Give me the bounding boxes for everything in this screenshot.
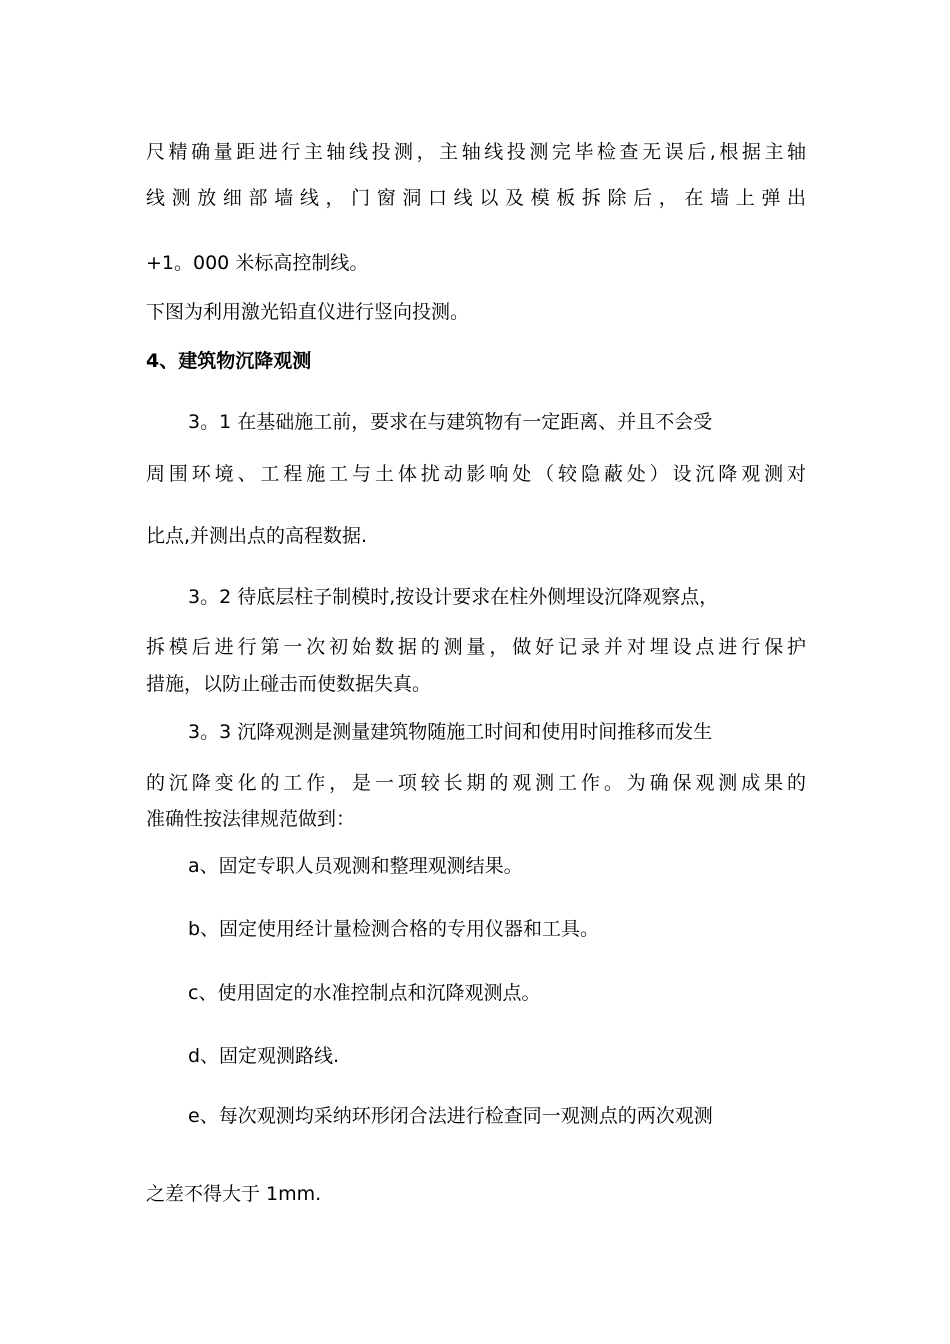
paragraph-line-1: 尺精确量距进行主轴线投测，主轴线投测完毕检查无误后,根据主轴 — [146, 141, 806, 163]
paragraph-3-1-line-3: 比点,并测出点的高程数据. — [146, 525, 368, 547]
list-item-a: a、固定专职人员观测和整理观测结果。 — [188, 855, 523, 877]
paragraph-3-1-line-2: 周围环境、工程施工与土体扰动影响处（较隐蔽处）设沉降观测对 — [146, 463, 806, 485]
list-item-b: b、固定使用经计量检测合格的专用仪器和工具。 — [188, 918, 600, 940]
paragraph-3-2-line-2: 拆模后进行第一次初始数据的测量，做好记录并对埋设点进行保护 — [146, 636, 806, 658]
section-heading: 4、建筑物沉降观测 — [146, 350, 312, 372]
paragraph-3-3-line-1: 3。3 沉降观测是测量建筑物随施工时间和使用时间推移而发生 — [188, 721, 713, 743]
paragraph-3-1-line-1: 3。1 在基础施工前，要求在与建筑物有一定距离、并且不会受 — [188, 411, 713, 433]
paragraph-3-2-line-1: 3。2 待底层柱子制模时,按设计要求在柱外侧埋设沉降观察点， — [188, 586, 719, 608]
list-item-e-line-1: e、每次观测均采纳环形闭合法进行检查同一观测点的两次观测 — [188, 1105, 713, 1127]
paragraph-3-2-line-3: 措施，以防止碰击而使数据失真。 — [146, 673, 432, 695]
paragraph-3-3-line-2: 的沉降变化的工作，是一项较长期的观测工作。为确保观测成果的 — [146, 772, 806, 794]
paragraph-3-3-line-3: 准确性按法律规范做到： — [146, 808, 356, 830]
paragraph-line-2: 线测放细部墙线，门窗洞口线以及模板拆除后，在墙上弹出 — [146, 187, 806, 209]
list-item-d: d、固定观测路线. — [188, 1045, 340, 1067]
list-item-e-line-2: 之差不得大于 1mm. — [146, 1183, 322, 1205]
paragraph-line-3: +1。000 米标高控制线。 — [146, 252, 369, 274]
paragraph-line-4: 下图为利用激光铅直仪进行竖向投测。 — [146, 301, 470, 323]
list-item-c: c、使用固定的水准控制点和沉降观测点。 — [188, 982, 541, 1004]
